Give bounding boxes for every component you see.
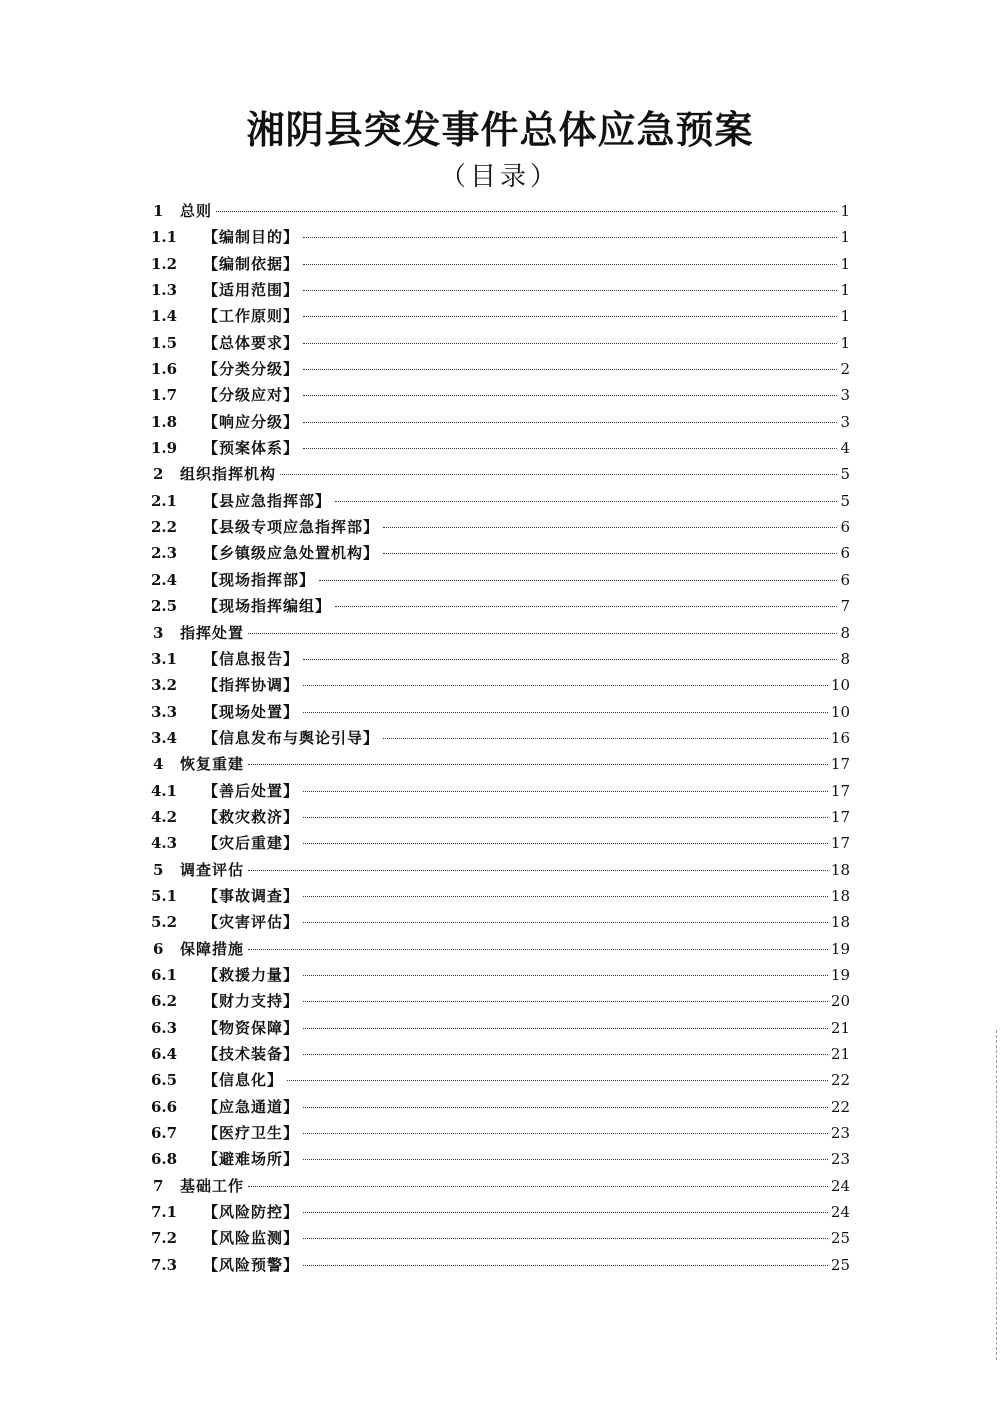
toc-dot-leader xyxy=(303,290,837,291)
toc-entry-number: 1.3 xyxy=(151,281,178,300)
toc-dot-leader xyxy=(383,738,828,739)
toc-dot-leader xyxy=(303,264,837,265)
toc-dot-leader xyxy=(303,422,837,423)
toc-entry-label: 【预案体系】 xyxy=(203,439,300,458)
toc-dot-leader xyxy=(303,1133,828,1134)
toc-page-number: 1 xyxy=(840,228,850,247)
toc-entry-label: 【信息化】 xyxy=(203,1071,284,1090)
toc-entry-label: 【救援力量】 xyxy=(203,965,300,984)
toc-page-number: 18 xyxy=(830,860,850,879)
toc-dot-leader xyxy=(319,580,837,581)
toc-section-entry xyxy=(150,303,850,329)
toc-dot-leader xyxy=(303,343,837,344)
toc-page-number: 22 xyxy=(830,1097,850,1116)
toc-entry-label: 【技术装备】 xyxy=(203,1045,300,1063)
toc-entry-label: 【编制依据】 xyxy=(203,254,300,273)
toc-section-entry xyxy=(150,1067,850,1093)
toc-entry-number: 1.9 xyxy=(151,439,178,458)
toc-entry-label: 【乡镇级应急处置机构】 xyxy=(203,544,380,563)
toc-section-entry xyxy=(150,251,850,277)
toc-entry-label: 指挥处置 xyxy=(180,623,245,642)
toc-page-number: 1 xyxy=(840,202,850,220)
toc-entry-number: 6.1 xyxy=(151,965,178,984)
toc-section-entry xyxy=(150,540,850,566)
toc-entry-number: 2.5 xyxy=(151,597,178,616)
toc-section-entry xyxy=(150,277,850,303)
toc-entry-label: 【县应急指挥部】 xyxy=(203,491,332,510)
toc-page-number: 24 xyxy=(830,1203,850,1222)
toc-entry-number: 5 xyxy=(153,860,164,879)
toc-dot-leader xyxy=(303,1212,828,1213)
toc-page-number: 17 xyxy=(830,807,850,826)
toc-entry-number: 2.4 xyxy=(151,570,178,589)
toc-page-number: 3 xyxy=(840,386,850,405)
toc-section-entry xyxy=(150,435,850,461)
toc-page-number: 18 xyxy=(830,886,850,905)
document-subtitle: （目录） xyxy=(439,162,560,192)
toc-entry-number: 6.5 xyxy=(151,1071,178,1090)
toc-entry-label: 【财力支持】 xyxy=(203,992,300,1011)
toc-page-number: 6 xyxy=(840,570,850,589)
toc-entry-number: 4.1 xyxy=(151,781,178,800)
toc-entry-label: 总则 xyxy=(180,202,213,220)
toc-entry-number: 4 xyxy=(153,755,164,774)
toc-section-entry xyxy=(150,1146,850,1172)
toc-entry-label: 恢复重建 xyxy=(180,755,245,774)
toc-entry-number: 3.4 xyxy=(151,728,178,747)
toc-dot-leader xyxy=(303,448,837,449)
toc-section-entry xyxy=(150,830,850,856)
toc-page-number: 21 xyxy=(830,1018,850,1037)
toc-entry-label: 【现场处置】 xyxy=(203,702,300,721)
toc-dot-leader xyxy=(303,1028,828,1029)
document-title: 湘阴县突发事件总体应急预案 xyxy=(246,107,754,152)
toc-entry-label: 【信息发布与舆论引导】 xyxy=(203,728,380,747)
toc-dot-leader xyxy=(303,1001,828,1002)
toc-page-number: 22 xyxy=(830,1071,850,1090)
toc-entry-number: 3.2 xyxy=(151,676,178,695)
toc-dot-leader xyxy=(280,474,837,475)
toc-entry-number: 4.2 xyxy=(151,807,178,826)
toc-section-entry xyxy=(150,1225,850,1251)
toc-entry-label: 【指挥协调】 xyxy=(203,676,300,695)
toc-page-number: 24 xyxy=(830,1176,850,1195)
toc-chapter-entry xyxy=(150,1173,850,1199)
scan-edge-mark xyxy=(996,1030,998,1360)
toc-entry-label: 【信息报告】 xyxy=(203,649,300,668)
toc-page-number: 19 xyxy=(830,939,850,958)
toc-entry-label: 【响应分级】 xyxy=(203,412,300,431)
toc-entry-number: 6.8 xyxy=(151,1150,178,1169)
toc-dot-leader xyxy=(248,870,828,871)
toc-page-number: 17 xyxy=(830,834,850,853)
toc-entry-label: 【工作原则】 xyxy=(203,307,300,326)
toc-chapter-entry xyxy=(150,751,850,777)
toc-chapter-entry xyxy=(150,620,850,646)
toc-entry-label: 【风险监测】 xyxy=(203,1229,300,1248)
toc-dot-leader xyxy=(303,1265,828,1266)
toc-dot-leader xyxy=(335,606,837,607)
toc-page-number: 17 xyxy=(830,781,850,800)
toc-page-number: 23 xyxy=(830,1124,850,1143)
toc-entry-number: 3.3 xyxy=(151,702,178,721)
toc-entry-label: 【分级应对】 xyxy=(203,386,300,405)
toc-entry-number: 3.1 xyxy=(151,649,178,668)
toc-page-number: 8 xyxy=(840,623,850,642)
toc-dot-leader xyxy=(248,949,828,950)
toc-entry-label: 【总体要求】 xyxy=(203,333,300,352)
toc-page-number: 19 xyxy=(830,965,850,984)
toc-dot-leader xyxy=(216,211,837,212)
toc-section-entry xyxy=(150,962,850,988)
toc-entry-label: 【物资保障】 xyxy=(203,1018,300,1037)
toc-dot-leader xyxy=(248,1186,828,1187)
toc-section-entry xyxy=(150,409,850,435)
toc-dot-leader xyxy=(383,527,837,528)
toc-dot-leader xyxy=(303,369,837,370)
toc-section-entry xyxy=(150,330,850,356)
toc-entry-number: 2.1 xyxy=(151,491,178,510)
toc-dot-leader xyxy=(303,791,828,792)
toc-chapter-entry xyxy=(150,936,850,962)
toc-dot-leader xyxy=(303,659,837,660)
toc-entry-label: 【适用范围】 xyxy=(203,281,300,300)
toc-entry-number: 6.6 xyxy=(151,1097,178,1116)
toc-page-number: 20 xyxy=(830,992,850,1011)
toc-entry-label: 保障措施 xyxy=(180,939,245,958)
toc-section-entry xyxy=(150,1041,850,1067)
toc-entry-number: 6.4 xyxy=(151,1045,178,1063)
toc-entry-label: 【救灾救济】 xyxy=(203,807,300,826)
toc-page-number: 1 xyxy=(840,307,850,326)
toc-page-number: 6 xyxy=(840,518,850,537)
toc-dot-leader xyxy=(303,817,828,818)
toc-page-number: 5 xyxy=(840,491,850,510)
toc-section-entry xyxy=(150,356,850,382)
toc-entry-number: 2.3 xyxy=(151,544,178,563)
toc-entry-label: 基础工作 xyxy=(180,1176,245,1195)
toc-dot-leader xyxy=(303,395,837,396)
toc-entry-number: 5.1 xyxy=(151,886,178,905)
toc-chapter-entry xyxy=(150,198,850,224)
toc-entry-label: 【风险防控】 xyxy=(203,1203,300,1222)
toc-entry-label: 【编制目的】 xyxy=(203,228,300,247)
toc-section-entry xyxy=(150,988,850,1014)
toc-page-number: 10 xyxy=(830,702,850,721)
toc-page-number: 18 xyxy=(830,913,850,932)
toc-page-number: 7 xyxy=(840,597,850,616)
toc-section-entry xyxy=(150,224,850,250)
toc-entry-number: 4.3 xyxy=(151,834,178,853)
toc-entry-label: 【灾后重建】 xyxy=(203,834,300,853)
toc-dot-leader xyxy=(303,1054,828,1055)
toc-page-number: 25 xyxy=(830,1229,850,1248)
toc-entry-number: 7.3 xyxy=(151,1255,178,1274)
toc-section-entry xyxy=(150,593,850,619)
toc-entry-label: 【善后处置】 xyxy=(203,781,300,800)
toc-entry-number: 7.1 xyxy=(151,1203,178,1222)
toc-section-entry xyxy=(150,1120,850,1146)
toc-page-number: 1 xyxy=(840,333,850,352)
toc-entry-number: 1.8 xyxy=(151,412,178,431)
toc-page-number: 16 xyxy=(830,728,850,747)
toc-dot-leader xyxy=(303,1107,828,1108)
toc-entry-label: 调查评估 xyxy=(180,860,245,879)
toc-entry-number: 1.1 xyxy=(151,228,178,247)
toc-section-entry xyxy=(150,725,850,751)
toc-dot-leader xyxy=(303,712,828,713)
toc-page-number: 10 xyxy=(830,676,850,695)
toc-page-number: 8 xyxy=(840,649,850,668)
toc-entry-number: 5.2 xyxy=(151,913,178,932)
toc-dot-leader xyxy=(303,843,828,844)
toc-page-number: 2 xyxy=(840,360,850,379)
toc-entry-label: 【应急通道】 xyxy=(203,1097,300,1116)
toc-dot-leader xyxy=(303,237,837,238)
toc-entry-number: 7.2 xyxy=(151,1229,178,1248)
toc-dot-leader xyxy=(248,764,828,765)
toc-page-number: 5 xyxy=(840,465,850,484)
toc-section-entry xyxy=(150,567,850,593)
toc-entry-label: 【医疗卫生】 xyxy=(203,1124,300,1143)
table-of-contents xyxy=(150,198,850,1278)
toc-dot-leader xyxy=(287,1080,828,1081)
toc-entry-number: 6.3 xyxy=(151,1018,178,1037)
toc-entry-number: 1.7 xyxy=(151,386,178,405)
toc-entry-label: 【现场指挥部】 xyxy=(203,570,316,589)
toc-page-number: 6 xyxy=(840,544,850,563)
toc-dot-leader xyxy=(303,1238,828,1239)
toc-entry-number: 6.2 xyxy=(151,992,178,1011)
toc-dot-leader xyxy=(303,975,828,976)
toc-section-entry xyxy=(150,1015,850,1041)
toc-section-entry xyxy=(150,1094,850,1120)
toc-dot-leader xyxy=(383,553,837,554)
toc-dot-leader xyxy=(335,501,837,502)
toc-section-entry xyxy=(150,909,850,935)
toc-section-entry xyxy=(150,804,850,830)
toc-entry-number: 6.7 xyxy=(151,1124,178,1143)
toc-page-number: 3 xyxy=(840,412,850,431)
toc-entry-label: 组织指挥机构 xyxy=(180,465,277,484)
toc-page-number: 4 xyxy=(840,439,850,458)
toc-entry-number: 1.5 xyxy=(151,333,178,352)
toc-section-entry xyxy=(150,1199,850,1225)
toc-page-number: 1 xyxy=(840,254,850,273)
toc-entry-number: 1.4 xyxy=(151,307,178,326)
toc-entry-label: 【风险预警】 xyxy=(203,1255,300,1274)
toc-section-entry xyxy=(150,883,850,909)
toc-dot-leader xyxy=(303,685,828,686)
toc-dot-leader xyxy=(248,633,837,634)
toc-entry-number: 1.2 xyxy=(151,254,178,273)
toc-entry-number: 1.6 xyxy=(151,360,178,379)
toc-page-number: 17 xyxy=(830,755,850,774)
toc-page-number: 1 xyxy=(840,281,850,300)
toc-entry-number: 6 xyxy=(153,939,164,958)
toc-entry-number: 7 xyxy=(153,1176,164,1195)
toc-entry-number: 1 xyxy=(153,202,164,220)
toc-chapter-entry xyxy=(150,857,850,883)
toc-section-entry xyxy=(150,1252,850,1278)
toc-section-entry xyxy=(150,514,850,540)
toc-section-entry xyxy=(150,699,850,725)
toc-section-entry xyxy=(150,672,850,698)
toc-section-entry xyxy=(150,646,850,672)
toc-entry-label: 【灾害评估】 xyxy=(203,913,300,932)
toc-section-entry xyxy=(150,778,850,804)
toc-dot-leader xyxy=(303,922,828,923)
toc-dot-leader xyxy=(303,896,828,897)
toc-page-number: 21 xyxy=(830,1045,850,1063)
toc-dot-leader xyxy=(303,1159,828,1160)
toc-section-entry xyxy=(150,488,850,514)
toc-dot-leader xyxy=(303,316,837,317)
toc-page-number: 23 xyxy=(830,1150,850,1169)
toc-entry-label: 【避难场所】 xyxy=(203,1150,300,1169)
toc-page-number: 25 xyxy=(830,1255,850,1274)
toc-entry-number: 2.2 xyxy=(151,518,178,537)
toc-entry-number: 3 xyxy=(153,623,164,642)
toc-entry-label: 【现场指挥编组】 xyxy=(203,597,332,616)
toc-chapter-entry xyxy=(150,461,850,487)
toc-entry-label: 【县级专项应急指挥部】 xyxy=(203,518,380,537)
toc-entry-label: 【分类分级】 xyxy=(203,360,300,379)
toc-section-entry xyxy=(150,382,850,408)
toc-entry-number: 2 xyxy=(153,465,164,484)
toc-entry-label: 【事故调查】 xyxy=(203,886,300,905)
